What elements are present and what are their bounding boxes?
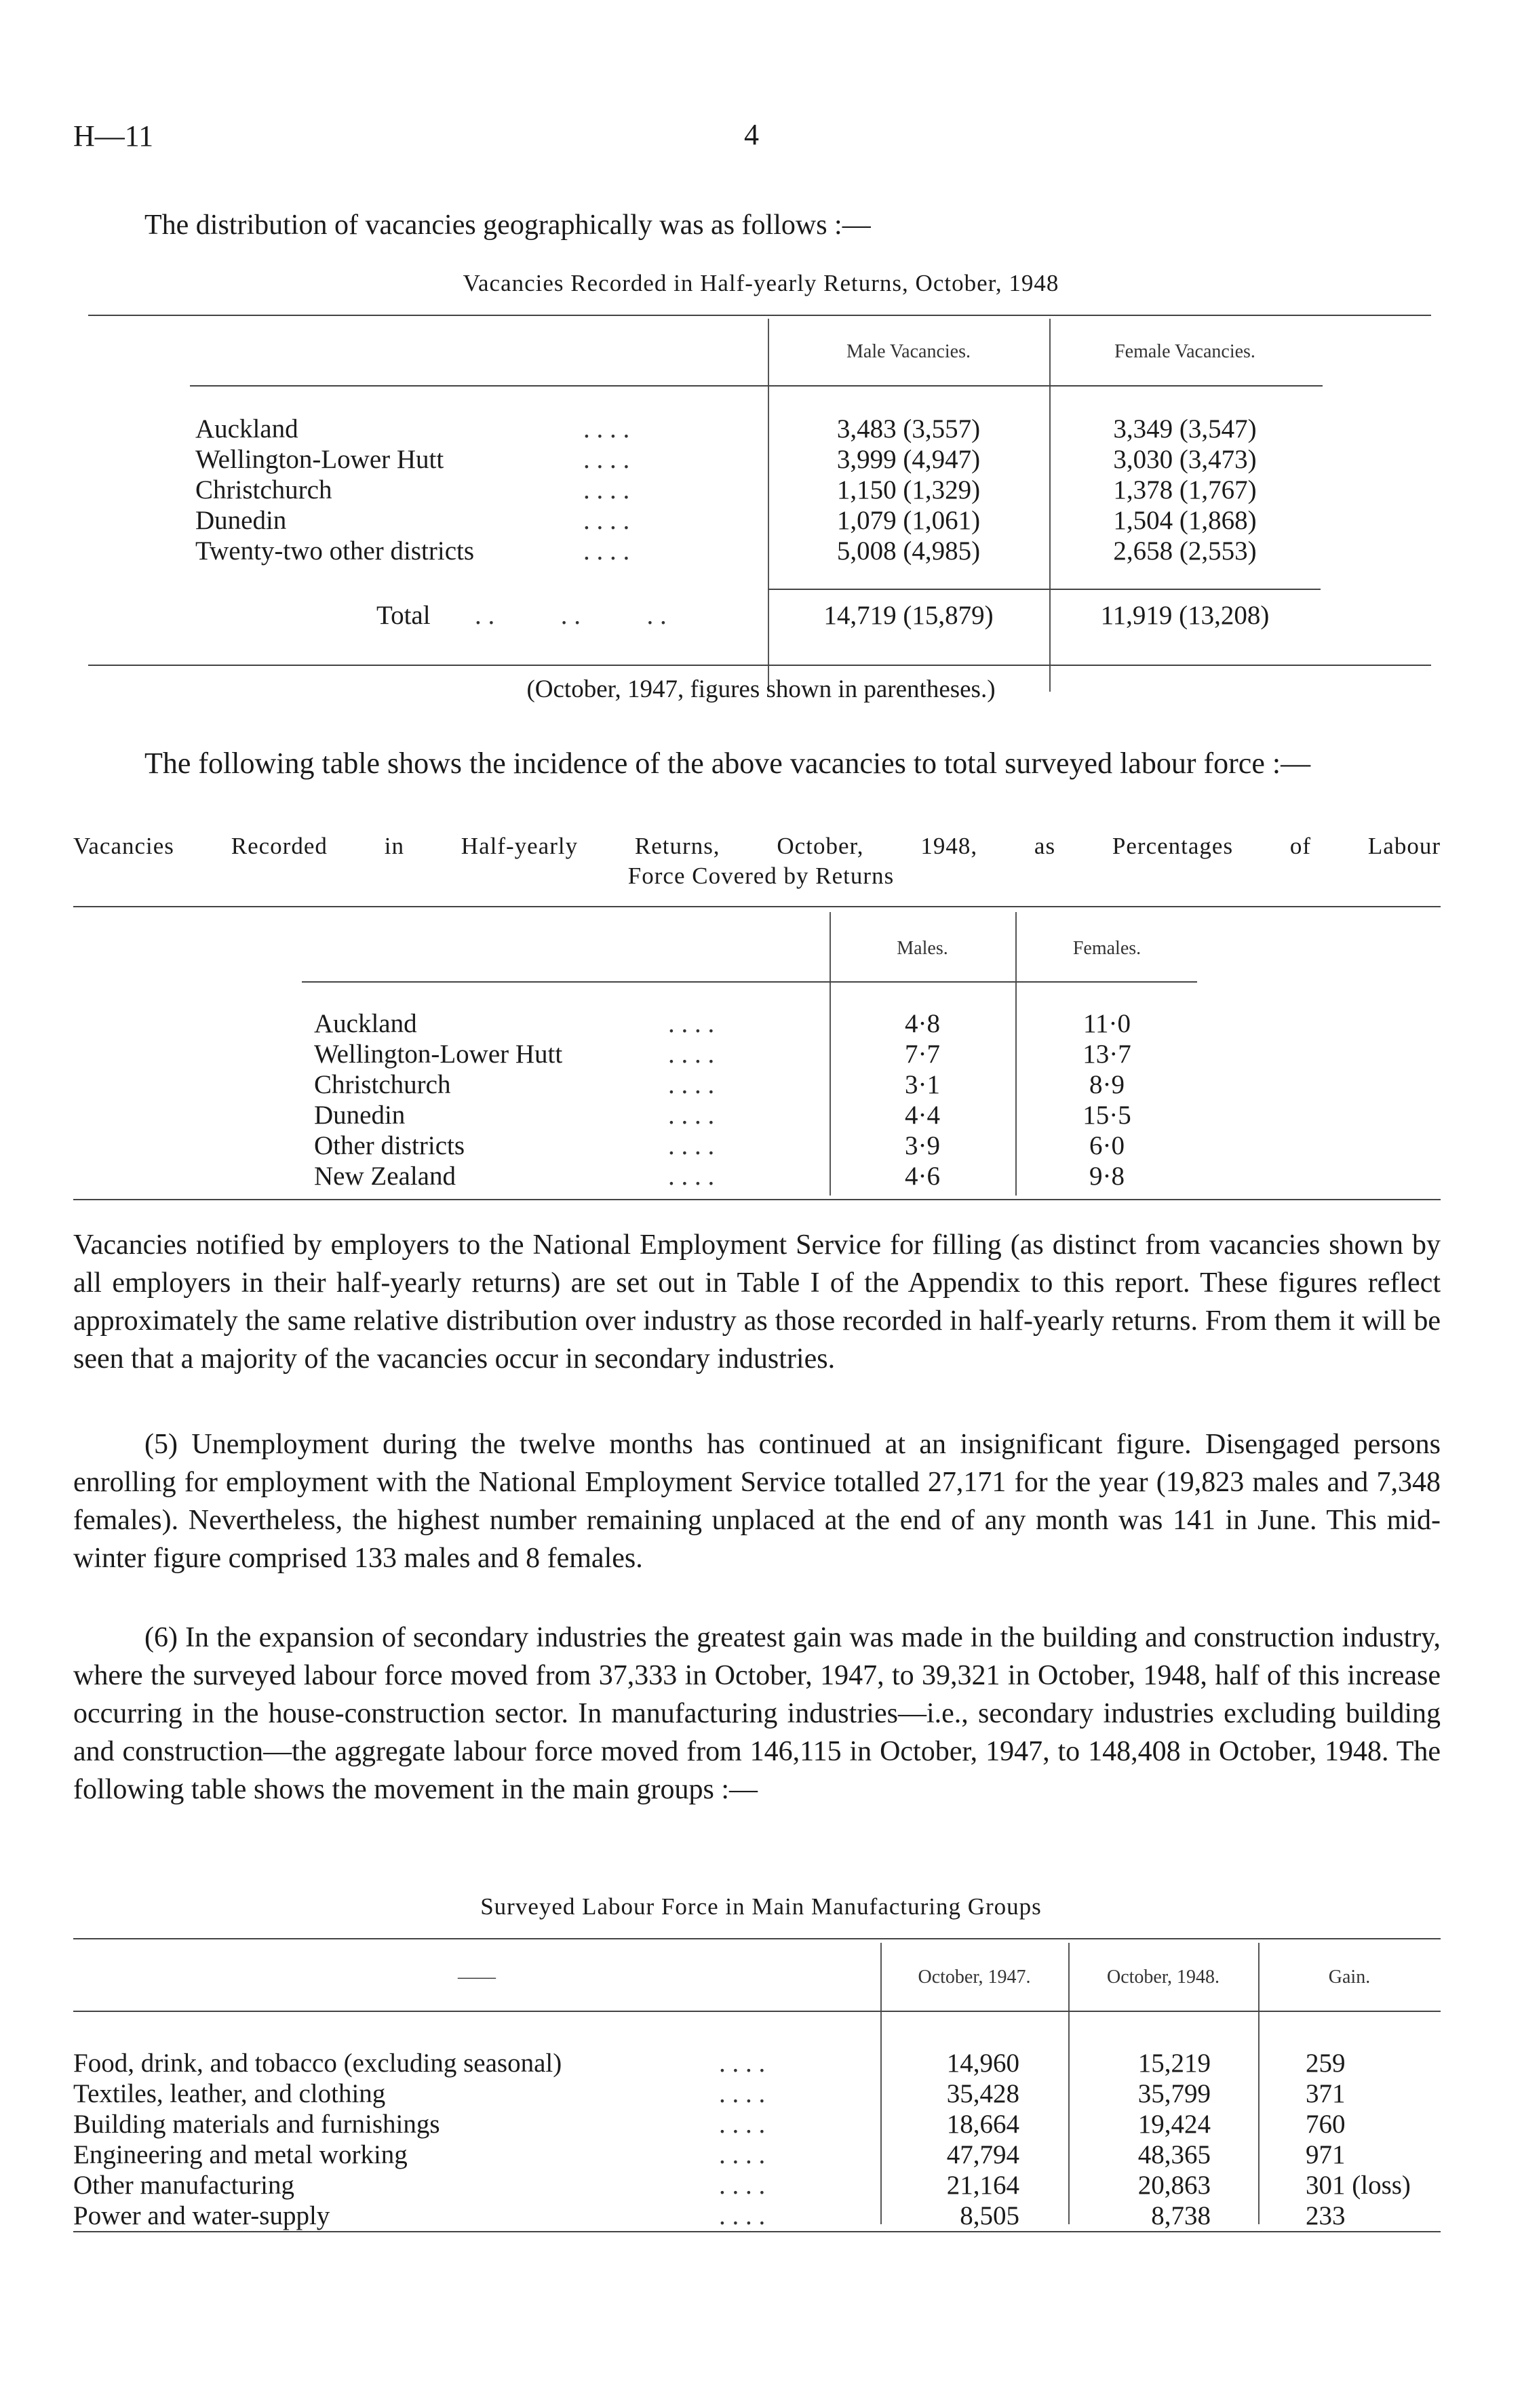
table2-row-females: 13·7 bbox=[1082, 1040, 1131, 1069]
table1-row-female: 1,504 (1,868) bbox=[1113, 506, 1257, 535]
table3-row-leader: . . . . bbox=[719, 2079, 766, 2108]
table1-row-leader: . . . . bbox=[583, 536, 630, 566]
table2-top-rule bbox=[73, 906, 1441, 907]
table3-row-oct1948: 35,799 bbox=[1137, 2079, 1211, 2108]
table1-row-leader: . . . . bbox=[583, 506, 630, 535]
table3-row-oct1948: 20,863 bbox=[1137, 2171, 1211, 2200]
paragraph-secondary-industries bbox=[73, 1619, 1441, 1809]
table1-row-label: Twenty-two other districts bbox=[195, 536, 475, 566]
table2-row-males: 7·7 bbox=[905, 1040, 940, 1069]
table2-row-females: 9·8 bbox=[1089, 1162, 1125, 1191]
table3-row-oct1948: 15,219 bbox=[1137, 2049, 1211, 2078]
table1-row-male: 5,008 (4,985) bbox=[836, 536, 981, 566]
table3-bottom-rule bbox=[73, 2231, 1441, 2232]
intro-text-2 bbox=[73, 745, 1441, 783]
table1-total-leader: . . . . . . bbox=[475, 601, 667, 630]
table1-top-rule bbox=[88, 315, 1431, 316]
table3-row-gain: 371 bbox=[1306, 2079, 1346, 2108]
table3-row-gain: 971 bbox=[1306, 2140, 1346, 2169]
table2-row-females: 15·5 bbox=[1082, 1101, 1131, 1130]
table2-row-label: Christchurch bbox=[314, 1070, 451, 1099]
table2-caption-line1: Vacancies Recorded in Half-yearly Returns, October, 1948, as Percentages of Labour bbox=[73, 833, 1441, 859]
table1-total-label: Total bbox=[376, 601, 431, 630]
table2-header-males: Males. bbox=[897, 938, 948, 959]
table2-row-leader: . . . . bbox=[668, 1162, 715, 1191]
table2-row-leader: . . . . bbox=[668, 1009, 715, 1038]
table1-row-label: Auckland bbox=[195, 414, 298, 443]
table3-row-oct1947: 8,505 bbox=[960, 2201, 1019, 2230]
table1-note: (October, 1947, figures shown in parentheses.) bbox=[526, 675, 996, 703]
table3-row-label: Food, drink, and tobacco (excluding seasonal) bbox=[73, 2049, 562, 2078]
table1-row-female: 3,349 (3,547) bbox=[1113, 414, 1257, 443]
table1-row-label: Dunedin bbox=[195, 506, 287, 535]
table2-row-leader: . . . . bbox=[668, 1070, 715, 1099]
table2-row-leader: . . . . bbox=[668, 1040, 715, 1069]
paragraph-vacancies-notified-text: Vacancies notified by employers to the National Employment Service for filling (as distinct from vacancies shown by all employers in their half-yearly returns) are set out in Table I of the Appendix to this report. These figures reflect approximately the same relative distribution over industry as those recorded in half-yearly returns. From them it will be seen that a majority of the vacancies occur in secondary industries. bbox=[73, 1229, 1441, 1375]
table1-total-male: 14,719 (15,879) bbox=[823, 601, 994, 630]
table2-row-label: Auckland bbox=[314, 1009, 417, 1038]
table3-row-leader: . . . . bbox=[719, 2201, 766, 2230]
table2-row-label: Dunedin bbox=[314, 1101, 406, 1130]
table3-row-label: Textiles, leather, and clothing bbox=[73, 2079, 386, 2108]
table1-total-rule bbox=[768, 589, 1321, 590]
table3-row-gain: 760 bbox=[1306, 2110, 1346, 2139]
table1-row-leader: . . . . bbox=[583, 475, 630, 505]
document-code: H—11 bbox=[73, 119, 154, 153]
table1-row-label: Wellington-Lower Hutt bbox=[195, 445, 444, 474]
table3-row-leader: . . . . bbox=[719, 2110, 766, 2139]
table3-row-oct1947: 35,428 bbox=[946, 2079, 1019, 2108]
table3-row-label: Power and water-supply bbox=[73, 2201, 330, 2230]
table3-row-leader: . . . . bbox=[719, 2171, 766, 2200]
table3-row-oct1947: 14,960 bbox=[946, 2049, 1019, 2078]
table1-row-leader: . . . . bbox=[583, 445, 630, 474]
table1-header-male: Male Vacancies. bbox=[846, 341, 971, 362]
table1-row-label: Christchurch bbox=[195, 475, 332, 505]
table1-caption: Vacancies Recorded in Half-yearly Returns, October, 1948 bbox=[463, 270, 1059, 296]
table3-row-oct1948: 19,424 bbox=[1137, 2110, 1211, 2139]
table3-header-blank: —— bbox=[458, 1967, 496, 1988]
table1-header-rule bbox=[190, 385, 1323, 387]
page-number: 4 bbox=[744, 118, 759, 151]
table1-row-female: 3,030 (3,473) bbox=[1113, 445, 1257, 474]
table3-row-leader: . . . . bbox=[719, 2049, 766, 2078]
table3-row-oct1947: 18,664 bbox=[946, 2110, 1019, 2139]
table3-header-oct1948: October, 1948. bbox=[1106, 1967, 1220, 1988]
table2-row-label: Other districts bbox=[314, 1131, 465, 1160]
table3-row-oct1947: 47,794 bbox=[946, 2140, 1019, 2169]
table2-row-males: 4·6 bbox=[905, 1162, 940, 1191]
table2-row-males: 3·1 bbox=[905, 1070, 940, 1099]
table3-header-gain: Gain. bbox=[1328, 1967, 1371, 1988]
table2-header-rule bbox=[302, 981, 1197, 983]
table1-row-female: 1,378 (1,767) bbox=[1113, 475, 1257, 505]
table1-bottom-rule bbox=[88, 665, 1431, 666]
table2-row-leader: . . . . bbox=[668, 1101, 715, 1130]
table2-row-females: 11·0 bbox=[1082, 1009, 1131, 1038]
table2-row-females: 6·0 bbox=[1089, 1131, 1125, 1160]
paragraph-unemployment bbox=[73, 1425, 1441, 1577]
table3-row-gain: 301 (loss) bbox=[1306, 2171, 1411, 2200]
paragraph-vacancies-notified bbox=[73, 1226, 1441, 1378]
paragraph-unemployment-text: (5) Unemployment during the twelve months has continued at an insignificant figure. Disengaged persons enrolling for employment with the National Employment Service totalled 27,171 for the year (19,823 males and 7,348 females). Nevertheless, the highest number remaining unplaced at the end of any month was 141 in June. This mid-winter figure comprised 133 males and 8 females. bbox=[73, 1429, 1441, 1574]
table3-row-oct1948: 8,738 bbox=[1151, 2201, 1211, 2230]
table2-row-label: New Zealand bbox=[314, 1162, 456, 1191]
table1-row-male: 3,483 (3,557) bbox=[836, 414, 981, 443]
table2-row-males: 4·4 bbox=[905, 1101, 940, 1130]
table1-total-female: 11,919 (13,208) bbox=[1100, 601, 1270, 630]
table3-row-label: Building materials and furnishings bbox=[73, 2110, 440, 2139]
table2-row-males: 3·9 bbox=[905, 1131, 940, 1160]
table1-row-leader: . . . . bbox=[583, 414, 630, 443]
table2-header-females: Females. bbox=[1072, 938, 1142, 959]
table3-row-leader: . . . . bbox=[719, 2140, 766, 2169]
table3-row-gain: 233 bbox=[1306, 2201, 1346, 2230]
table2-row-label: Wellington-Lower Hutt bbox=[314, 1040, 563, 1069]
intro-text-2-body: The following table shows the incidence of the above vacancies to total surveyed labour force :— bbox=[144, 747, 1311, 780]
table3-row-gain: 259 bbox=[1306, 2049, 1346, 2078]
table2-row-males: 4·8 bbox=[905, 1009, 940, 1038]
table3-row-oct1948: 48,365 bbox=[1137, 2140, 1211, 2169]
table2-row-leader: . . . . bbox=[668, 1131, 715, 1160]
table1-row-male: 1,150 (1,329) bbox=[836, 475, 981, 505]
intro-text-1: The distribution of vacancies geographically was as follows :— bbox=[144, 210, 871, 241]
table3-caption: Surveyed Labour Force in Main Manufacturing Groups bbox=[480, 1893, 1042, 1920]
table2-row-females: 8·9 bbox=[1089, 1070, 1125, 1099]
paragraph-secondary-industries-text: (6) In the expansion of secondary industries the greatest gain was made in the building and construction industry, where the surveyed labour force moved from 37,333 in October, 1947, to 39,321 in October, 1948, half of this increase occurring in the house-construction sector. In manufacturing industries—i.e., secondary industries excluding building and construction—the aggregate labour force moved from 146,115 in October, 1947, to 148,408 in October, 1948. The following table shows the movement in the main groups :— bbox=[73, 1622, 1441, 1805]
table3-top-rule bbox=[73, 1938, 1441, 1939]
table2-bottom-rule bbox=[73, 1199, 1441, 1200]
table3-header-rule bbox=[73, 2011, 1441, 2012]
table3-row-label: Other manufacturing bbox=[73, 2171, 294, 2200]
table2-caption-line2: Force Covered by Returns bbox=[627, 863, 895, 889]
table3-header-oct1947: October, 1947. bbox=[918, 1967, 1031, 1988]
table3-row-label: Engineering and metal working bbox=[73, 2140, 408, 2169]
table1-row-male: 3,999 (4,947) bbox=[836, 445, 981, 474]
table3-row-oct1947: 21,164 bbox=[946, 2171, 1019, 2200]
table1-row-male: 1,079 (1,061) bbox=[836, 506, 981, 535]
table1-header-female: Female Vacancies. bbox=[1114, 341, 1255, 362]
table1-row-female: 2,658 (2,553) bbox=[1113, 536, 1257, 566]
